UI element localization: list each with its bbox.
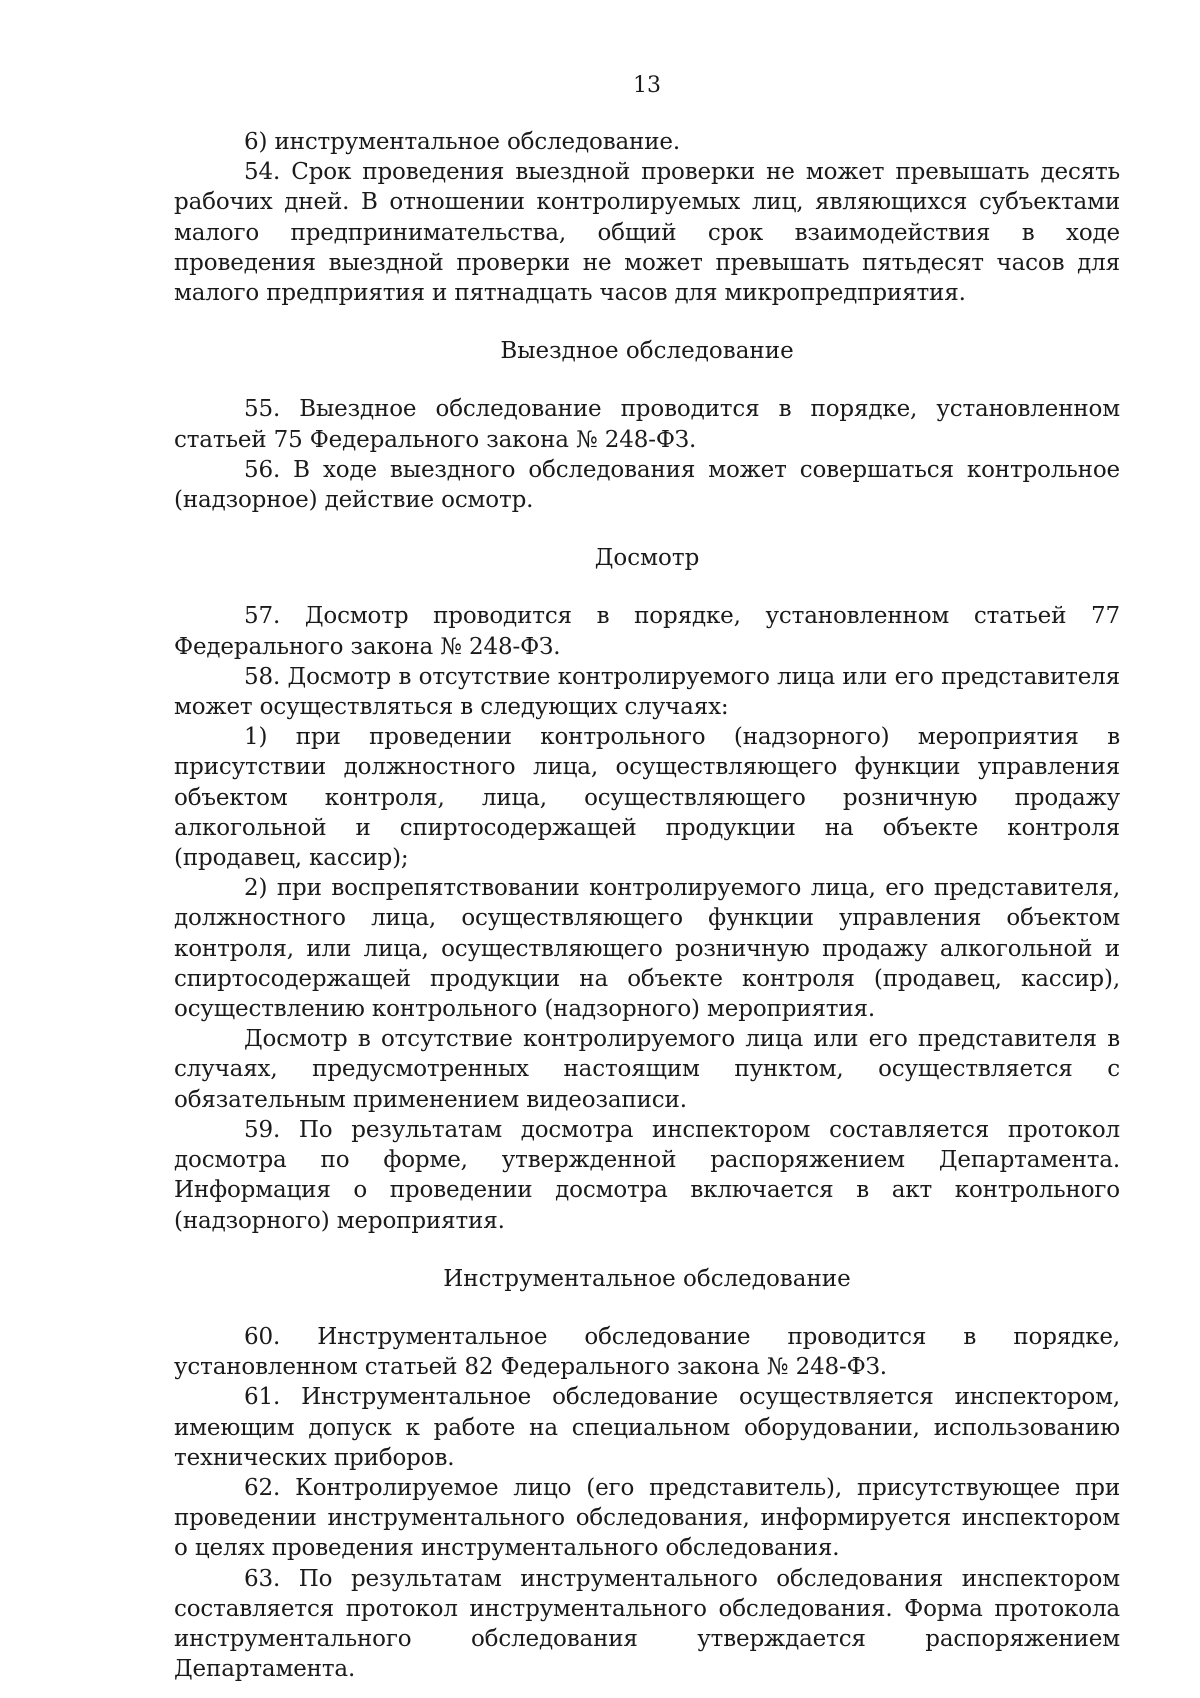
document-body — [174, 127, 1120, 1684]
paragraph-60: 60. Инструментальное обследование проводится в порядке, установленном статьей 82 Федерального закона № 248-ФЗ. — [174, 1323, 1120, 1381]
paragraph-56: 56. В ходе выездного обследования может совершаться контрольное (надзорное) действие осмотр. — [174, 456, 1120, 514]
section-heading-instrumental-inspection: Инструментальное обследование — [443, 1265, 851, 1292]
paragraph: Досмотр в отсутствие контролируемого лица или его представителя в случаях, предусмотренных настоящим пунктом, осуществляется с обязательным применением видеозаписи. — [174, 1026, 1120, 1113]
paragraph-63: 63. По результатам инструментального обследования инспектором составляется протокол инструментального обследования. Форма протокола инструментального обследования утверждается распоряжением Департамента. — [174, 1565, 1120, 1683]
paragraph-57: 57. Досмотр проводится в порядке, установленном статьей 77 Федерального закона № 248-ФЗ. — [174, 603, 1120, 660]
paragraph-55: 55. Выездное обследование проводится в порядке, установленном статьей 75 Федерального закона № 248-ФЗ. — [174, 396, 1120, 453]
list-item: 1) при проведении контрольного (надзорного) мероприятия в присутствии должностного лица, осуществляющего функции управления объектом контроля, лица, осуществляющего розничную продажу алкогольной и спиртосодержащей продукции на объекте контроля (продавец, кассир); — [174, 724, 1120, 872]
paragraph-59: 59. По результатам досмотра инспектором составляется протокол досмотра по форме, утвержденной распоряжением Департамента. Информация о проведении досмотра включается в акт контрольного (надзорного) мероприятия. — [174, 1116, 1120, 1234]
list-item: 6) инструментальное обследование. — [244, 129, 681, 155]
section-heading-field-inspection: Выездное обследование — [500, 338, 794, 365]
paragraph-54: 54. Срок проведения выездной проверки не может превышать десять рабочих дней. В отношении контролируемых лиц, являющихся субъектами малого предпринимательства, общий срок взаимодействия в ходе проведения выездной проверки не может превышать пятьдесят часов для малого предприятия и пятнадцать часов для микропредприятия. — [174, 159, 1120, 307]
paragraph-62: 62. Контролируемое лицо (его представитель), присутствующее при проведении инструментального обследования, информируется инспектором о целях проведения инструментального обследования. — [174, 1474, 1120, 1562]
section-heading-search: Досмотр — [594, 545, 700, 572]
page-number: 13 — [633, 73, 661, 98]
paragraph-61: 61. Инструментальное обследование осуществляется инспектором, имеющим допуск к работе на специальном оборудовании, использованию технических приборов. — [174, 1384, 1120, 1471]
paragraph-58: 58. Досмотр в отсутствие контролируемого лица или его представителя может осуществляться в следующих случаях: — [174, 663, 1120, 721]
list-item: 2) при воспрепятствовании контролируемого лица, его представителя, должностного лица, осуществляющего функции управления объектом контроля, или лица, осуществляющего розничную продажу алкогольной и спиртосодержащей продукции на объекте контроля (продавец, кассир), осуществлению контрольного (надзорного) мероприятия. — [174, 875, 1120, 1023]
